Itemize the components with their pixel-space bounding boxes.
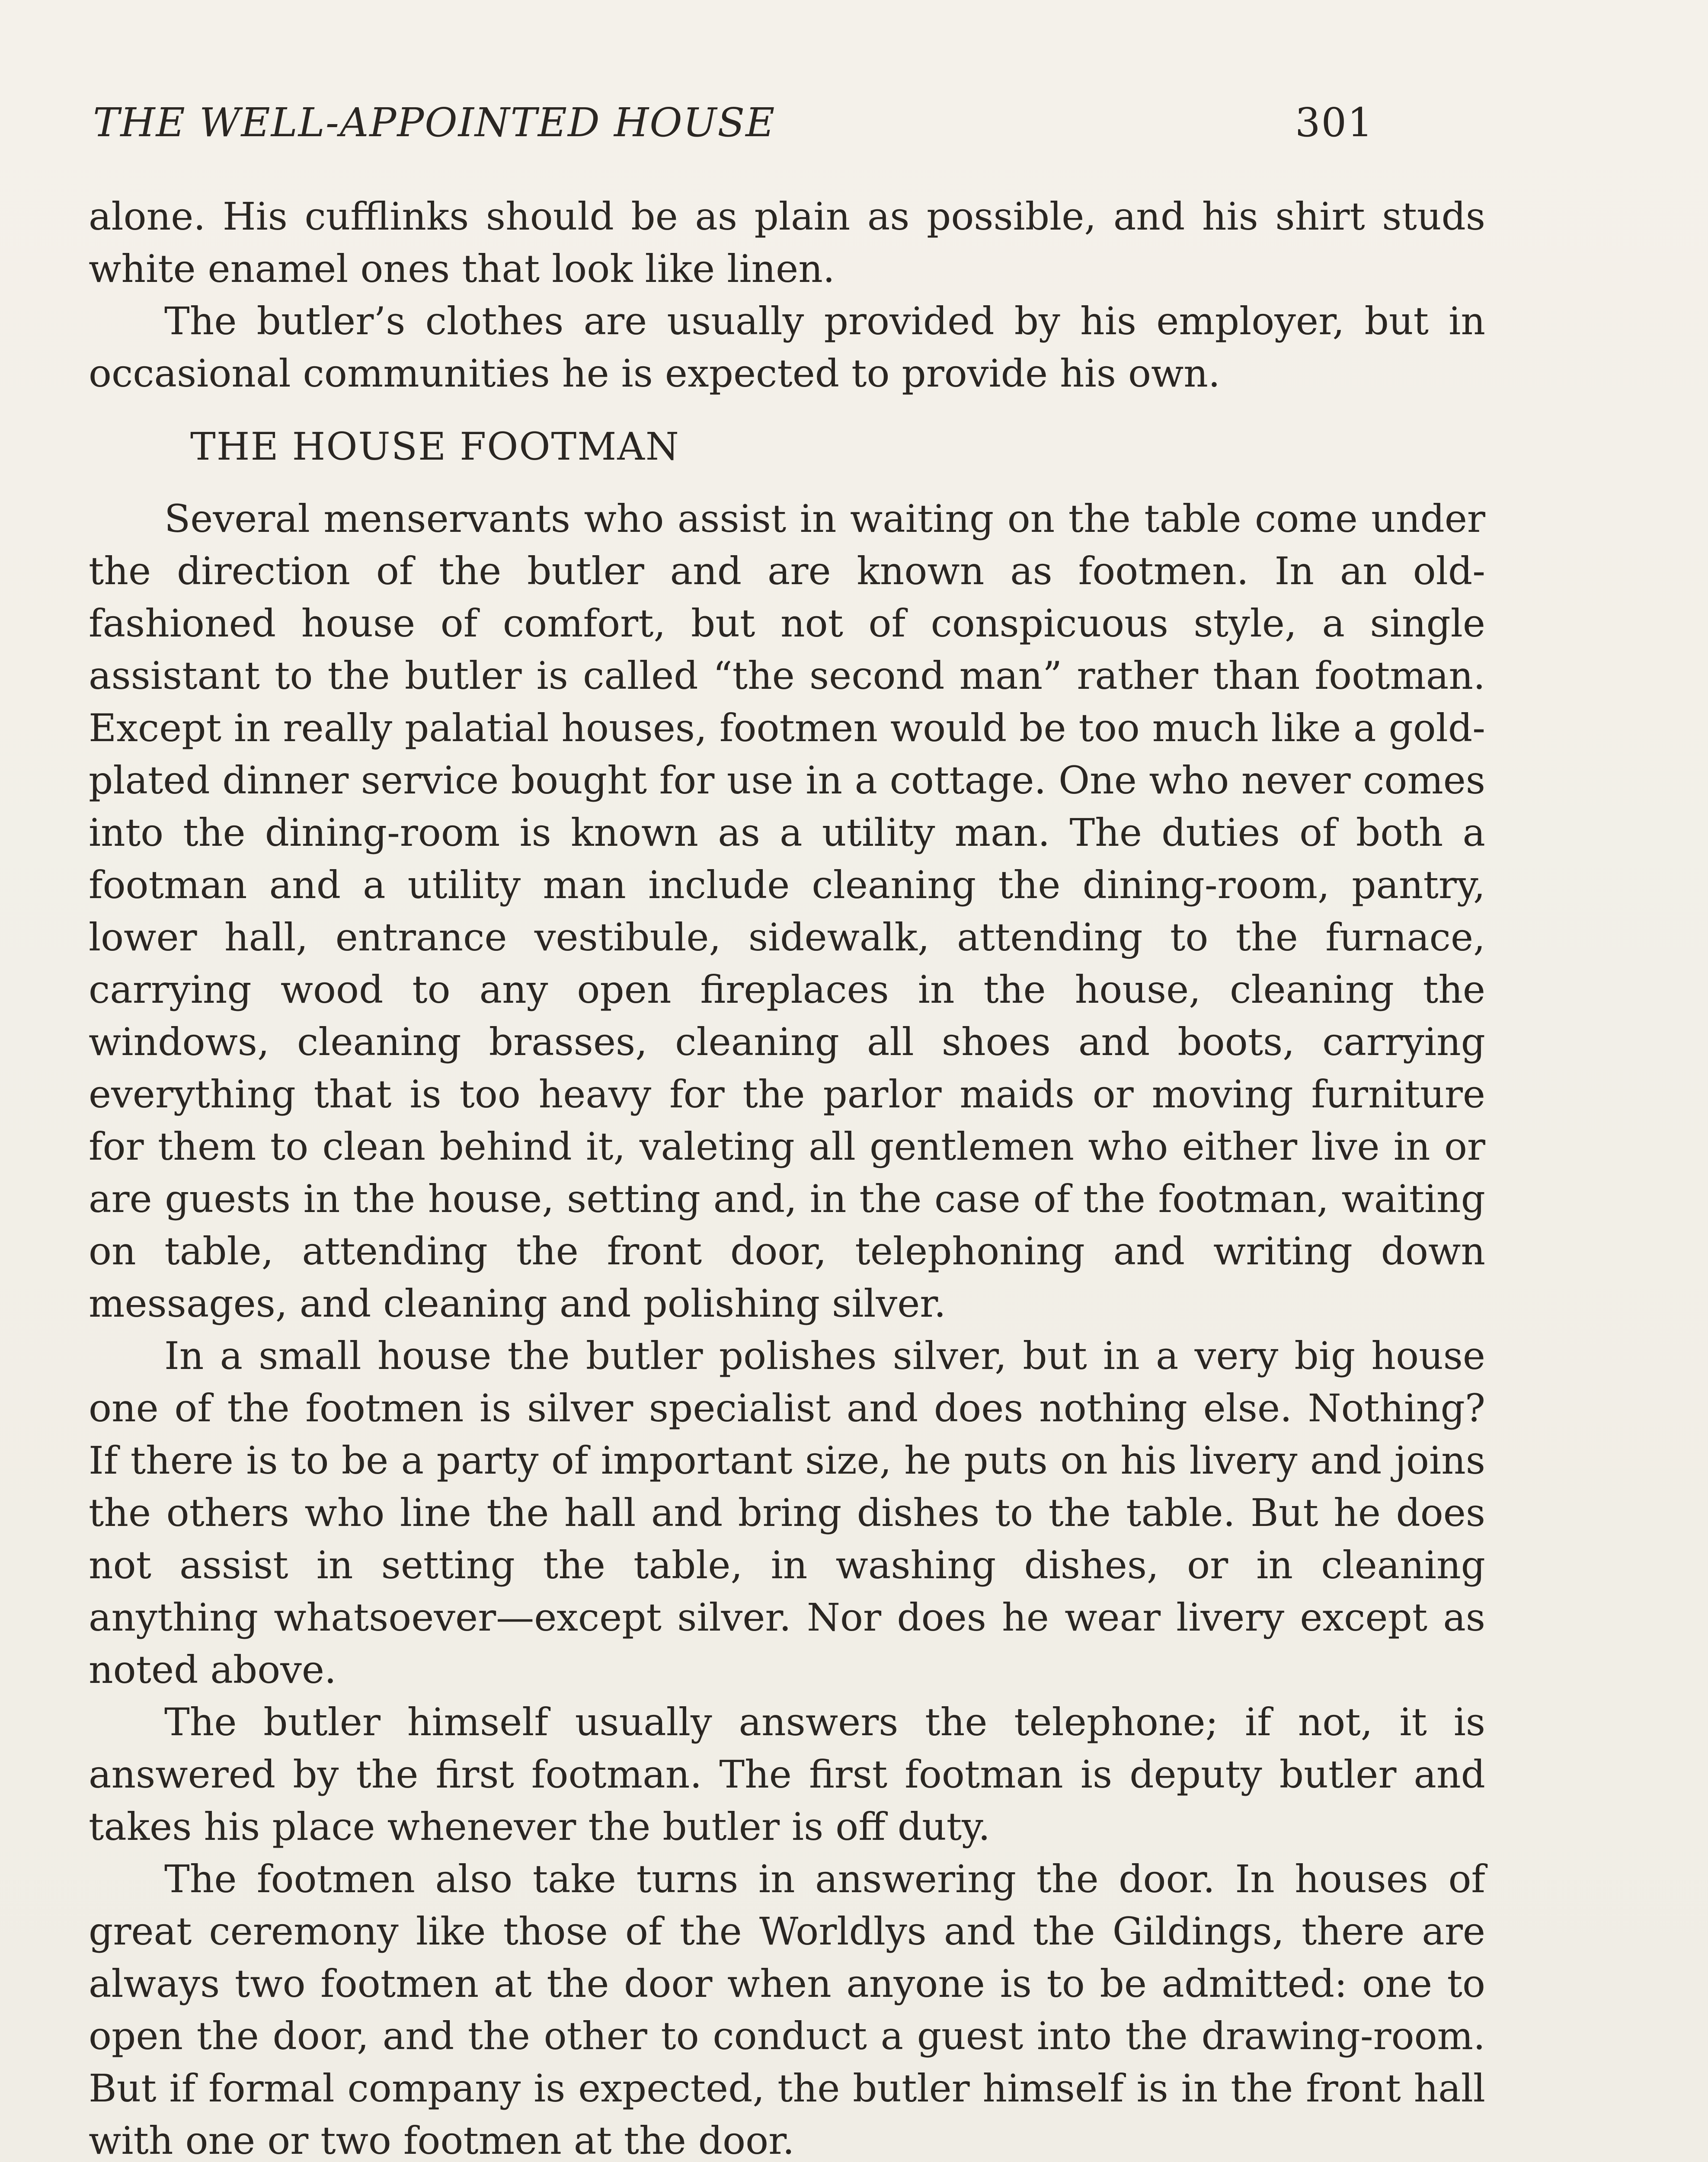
- paragraph-telephone: The butler himself usually answers the telephone; if not, it is answered by the first footman. The first footman is deputy butler and takes his place whenever the butler is off duty.: [89, 1700, 1485, 1849]
- page-header: [93, 99, 1390, 164]
- section-heading-house-footman: THE HOUSE FOOTMAN: [190, 424, 680, 469]
- paragraph-butler-clothes: The butler’s clothes are usually provided by his employer, but in occasional communities he is expected to provide his own.: [89, 299, 1485, 396]
- paragraph-answering-door: The footmen also take turns in answering the door. In houses of great ceremony like those of the Worldlys and the Gildings, there are always two footmen at the door when anyone is to be admitted: one to open the door, and the other to conduct a guest into the drawing-room. But if formal company is expected, the butler himself is in the front hall with one or two footmen at the door.: [89, 1857, 1485, 2162]
- running-title: THE WELL-APPOINTED HOUSE: [93, 99, 776, 146]
- paragraph-silver-specialist: In a small house the butler polishes silver, but in a very big house one of the footmen is silver specialist and does nothing else. Nothing? If there is to be a party of important size, he puts on his livery and joins the others who line the hall and bring dishes to the table. But he does not assist in setting the table, in washing dishes, or in cleaning anything whatsoever—except silver. Nor does he wear livery except as noted above.: [89, 1334, 1485, 1692]
- page-body: [89, 190, 1485, 2162]
- paragraph-footmen-duties: Several menservants who assist in waiting on the table come under the direction of the butler and are known as footmen. In an old-fashioned house of comfort, but not of conspicuous style, a single assistant to the butler is called “the second man” rather than footman. Except in really palatial houses, footmen would be too much like a gold-plated dinner service bought for use in a cottage. One who never comes into the dining-room is known as a utility man. The duties of both a footman and a utility man include cleaning the dining-room, pantry, lower hall, entrance vestibule, sidewalk, attending to the furnace, carrying wood to any open fireplaces in the house, cleaning the windows, cleaning brasses, cleaning all shoes and boots, carrying everything that is too heavy for the parlor maids or moving furniture for them to clean behind it, valeting all gentlemen who either live in or are guests in the house, setting and, in the case of the footman, waiting on table, attending the front door, telephoning and writing down messages, and cleaning and polishing silver.: [89, 496, 1485, 1326]
- paragraph-continued: alone. His cufflinks should be as plain as possible, and his shirt studs white enamel ones that look like linen.: [89, 194, 1485, 291]
- page-number: 301: [1295, 99, 1374, 146]
